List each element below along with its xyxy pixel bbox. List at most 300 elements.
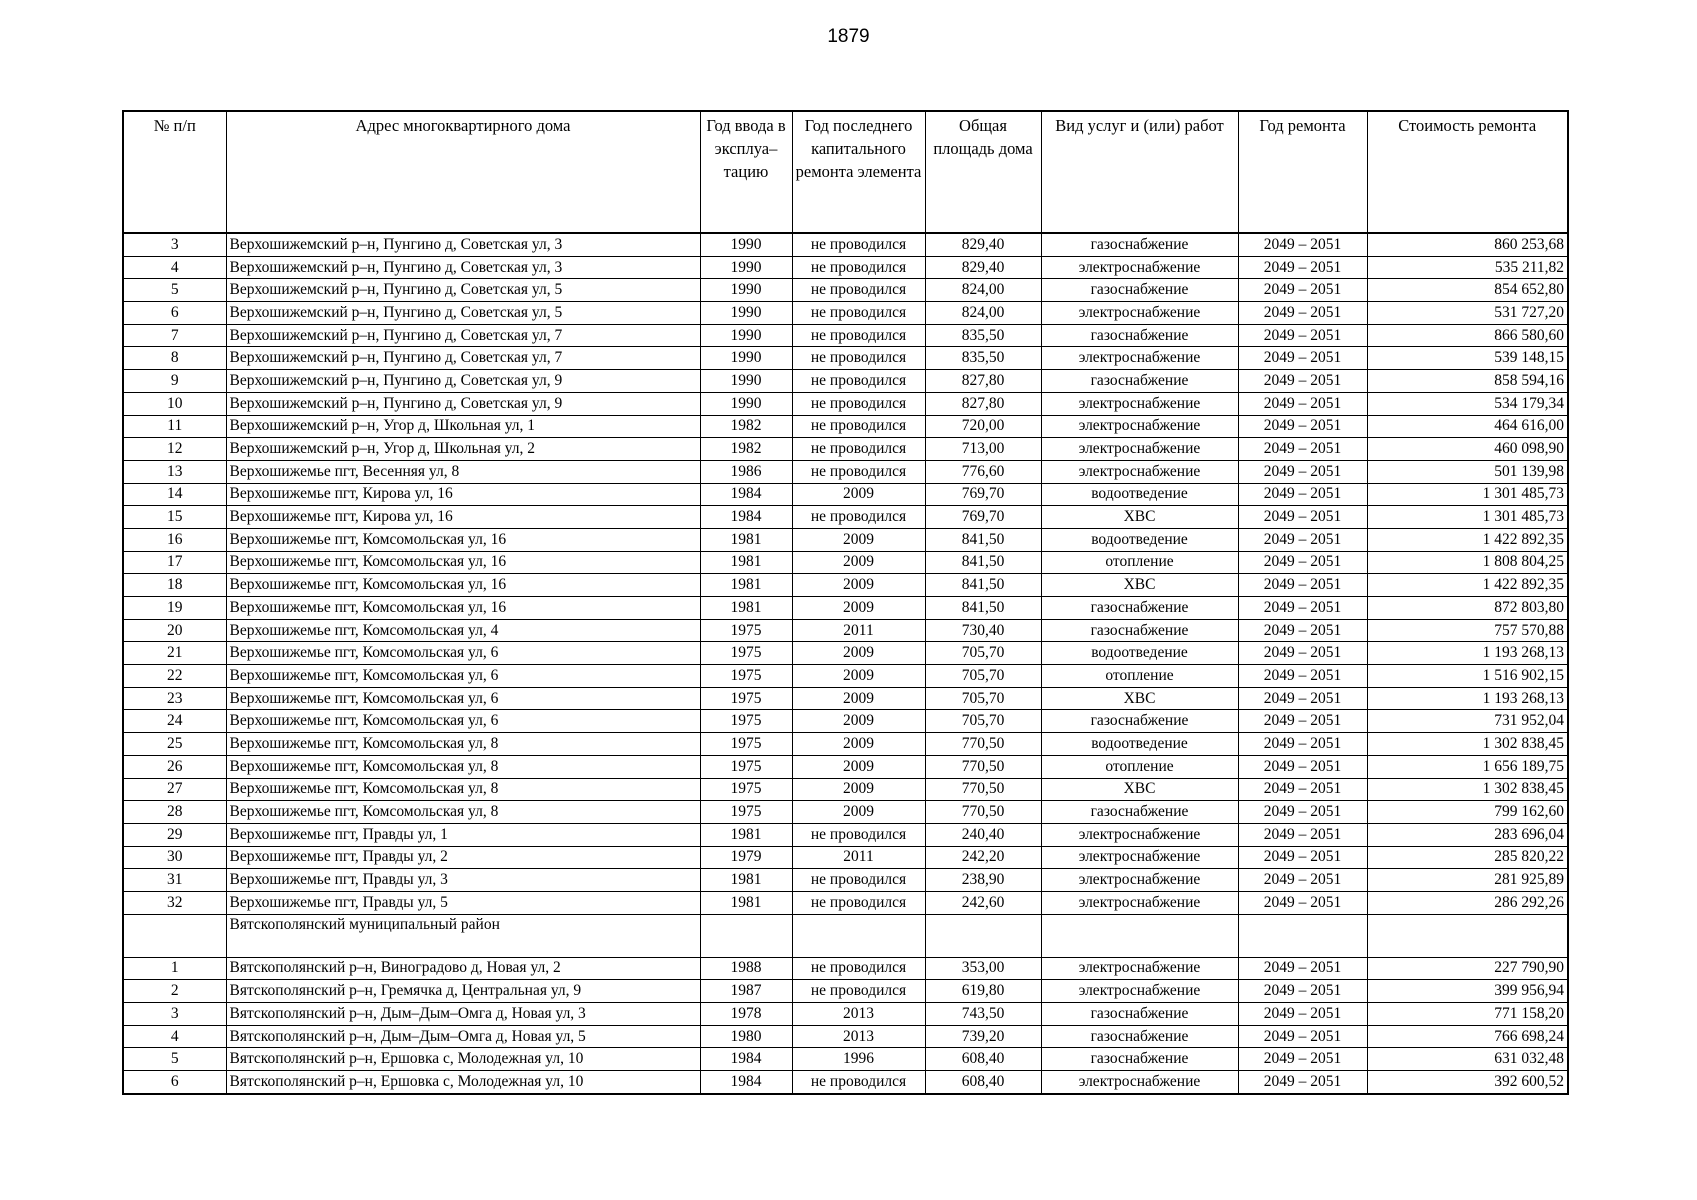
cell-last-repair-year: 2009 bbox=[792, 778, 925, 801]
cell-repair-year: 2049 – 2051 bbox=[1238, 1071, 1367, 1094]
cell-total-area: 730,40 bbox=[925, 619, 1041, 642]
cell-repair-cost: 285 820,22 bbox=[1367, 846, 1568, 869]
table-row bbox=[123, 324, 1568, 347]
cell-service-type: водоотведение bbox=[1041, 483, 1238, 506]
cell-commission-year: 1990 bbox=[700, 233, 792, 256]
cell-number: 6 bbox=[123, 1071, 226, 1094]
cell-repair-cost: 866 580,60 bbox=[1367, 324, 1568, 347]
cell-number: 1 bbox=[123, 957, 226, 980]
table-row bbox=[123, 1048, 1568, 1071]
cell-total-area: 238,90 bbox=[925, 869, 1041, 892]
cell-service-type bbox=[1041, 914, 1238, 957]
cell-repair-cost: 757 570,88 bbox=[1367, 619, 1568, 642]
table-row bbox=[123, 778, 1568, 801]
table-row bbox=[123, 801, 1568, 824]
cell-repair-cost: 286 292,26 bbox=[1367, 891, 1568, 914]
cell-service-type: электроснабжение bbox=[1041, 438, 1238, 461]
cell-address: Верхошижемский р–н, Пунгино д, Советская ул, 9 bbox=[226, 370, 700, 393]
table-row bbox=[123, 279, 1568, 302]
table-row bbox=[123, 551, 1568, 574]
cell-service-type: электроснабжение bbox=[1041, 302, 1238, 325]
header-repair-year: Год ремонта bbox=[1238, 111, 1367, 233]
cell-last-repair-year: не проводился bbox=[792, 506, 925, 529]
table-row bbox=[123, 438, 1568, 461]
cell-last-repair-year: 2009 bbox=[792, 574, 925, 597]
cell-last-repair-year: 2009 bbox=[792, 710, 925, 733]
cell-total-area: 705,70 bbox=[925, 710, 1041, 733]
cell-last-repair-year: не проводился bbox=[792, 392, 925, 415]
cell-total-area: 608,40 bbox=[925, 1048, 1041, 1071]
cell-repair-cost: 854 652,80 bbox=[1367, 279, 1568, 302]
cell-commission-year: 1984 bbox=[700, 1071, 792, 1094]
cell-total-area: 841,50 bbox=[925, 528, 1041, 551]
cell-address: Верхошижемский р–н, Угор д, Школьная ул, 2 bbox=[226, 438, 700, 461]
cell-number: 32 bbox=[123, 891, 226, 914]
cell-commission-year: 1987 bbox=[700, 980, 792, 1003]
table-row bbox=[123, 1025, 1568, 1048]
cell-service-type: газоснабжение bbox=[1041, 619, 1238, 642]
table-header bbox=[123, 111, 1568, 233]
cell-number: 13 bbox=[123, 460, 226, 483]
table-row bbox=[123, 687, 1568, 710]
cell-number: 26 bbox=[123, 755, 226, 778]
cell-repair-cost: 1 193 268,13 bbox=[1367, 687, 1568, 710]
cell-address: Верхошижемский р–н, Угор д, Школьная ул, 1 bbox=[226, 415, 700, 438]
cell-repair-year: 2049 – 2051 bbox=[1238, 233, 1367, 256]
table-row bbox=[123, 846, 1568, 869]
cell-repair-year: 2049 – 2051 bbox=[1238, 778, 1367, 801]
cell-repair-year: 2049 – 2051 bbox=[1238, 347, 1367, 370]
cell-address: Верхошижемский р–н, Пунгино д, Советская ул, 3 bbox=[226, 233, 700, 256]
cell-repair-year: 2049 – 2051 bbox=[1238, 415, 1367, 438]
cell-repair-cost: 1 808 804,25 bbox=[1367, 551, 1568, 574]
table-row bbox=[123, 370, 1568, 393]
cell-number: 3 bbox=[123, 233, 226, 256]
cell-last-repair-year: не проводился bbox=[792, 460, 925, 483]
table-row bbox=[123, 347, 1568, 370]
cell-total-area: 240,40 bbox=[925, 823, 1041, 846]
cell-total-area: 242,20 bbox=[925, 846, 1041, 869]
cell-total-area: 770,50 bbox=[925, 801, 1041, 824]
cell-number: 30 bbox=[123, 846, 226, 869]
cell-last-repair-year bbox=[792, 914, 925, 957]
cell-address: Верхошижемье пгт, Комсомольская ул, 16 bbox=[226, 528, 700, 551]
cell-number: 25 bbox=[123, 733, 226, 756]
header-row bbox=[123, 111, 1568, 233]
cell-repair-cost: 460 098,90 bbox=[1367, 438, 1568, 461]
table-row bbox=[123, 528, 1568, 551]
cell-commission-year: 1984 bbox=[700, 1048, 792, 1071]
table-row bbox=[123, 597, 1568, 620]
cell-number: 18 bbox=[123, 574, 226, 597]
cell-number: 4 bbox=[123, 256, 226, 279]
cell-number: 12 bbox=[123, 438, 226, 461]
table-row bbox=[123, 302, 1568, 325]
cell-last-repair-year: 2009 bbox=[792, 528, 925, 551]
cell-service-type: газоснабжение bbox=[1041, 710, 1238, 733]
cell-number: 9 bbox=[123, 370, 226, 393]
cell-repair-cost: 872 803,80 bbox=[1367, 597, 1568, 620]
cell-total-area: 827,80 bbox=[925, 392, 1041, 415]
cell-total-area: 824,00 bbox=[925, 279, 1041, 302]
cell-address: Верхошижемье пгт, Комсомольская ул, 6 bbox=[226, 665, 700, 688]
cell-service-type: электроснабжение bbox=[1041, 823, 1238, 846]
cell-service-type: электроснабжение bbox=[1041, 869, 1238, 892]
cell-last-repair-year: не проводился bbox=[792, 438, 925, 461]
cell-commission-year: 1981 bbox=[700, 574, 792, 597]
cell-address: Верхошижемье пгт, Комсомольская ул, 8 bbox=[226, 755, 700, 778]
cell-commission-year: 1984 bbox=[700, 483, 792, 506]
cell-number: 6 bbox=[123, 302, 226, 325]
cell-total-area: 705,70 bbox=[925, 687, 1041, 710]
cell-repair-cost bbox=[1367, 914, 1568, 957]
cell-repair-year: 2049 – 2051 bbox=[1238, 957, 1367, 980]
cell-number: 11 bbox=[123, 415, 226, 438]
cell-number: 8 bbox=[123, 347, 226, 370]
cell-repair-year bbox=[1238, 914, 1367, 957]
cell-commission-year: 1990 bbox=[700, 370, 792, 393]
cell-commission-year: 1981 bbox=[700, 551, 792, 574]
table-row bbox=[123, 980, 1568, 1003]
cell-address: Вятскополянский р–н, Ершовка с, Молодежная ул, 10 bbox=[226, 1048, 700, 1071]
cell-repair-year: 2049 – 2051 bbox=[1238, 980, 1367, 1003]
cell-repair-year: 2049 – 2051 bbox=[1238, 891, 1367, 914]
table-row bbox=[123, 256, 1568, 279]
header-total-area: Общая площадь дома bbox=[925, 111, 1041, 233]
cell-total-area: 769,70 bbox=[925, 506, 1041, 529]
cell-repair-year: 2049 – 2051 bbox=[1238, 370, 1367, 393]
cell-service-type: ХВС bbox=[1041, 574, 1238, 597]
cell-service-type: электроснабжение bbox=[1041, 460, 1238, 483]
cell-commission-year: 1986 bbox=[700, 460, 792, 483]
header-commission-year: Год ввода в эксплуа–тацию bbox=[700, 111, 792, 233]
cell-total-area: 835,50 bbox=[925, 324, 1041, 347]
cell-commission-year: 1981 bbox=[700, 823, 792, 846]
cell-last-repair-year: не проводился bbox=[792, 347, 925, 370]
cell-address: Верхошижемье пгт, Кирова ул, 16 bbox=[226, 483, 700, 506]
cell-commission-year: 1981 bbox=[700, 597, 792, 620]
cell-repair-year: 2049 – 2051 bbox=[1238, 710, 1367, 733]
cell-commission-year: 1990 bbox=[700, 302, 792, 325]
page-number: 1879 bbox=[827, 26, 870, 47]
cell-service-type: электроснабжение bbox=[1041, 846, 1238, 869]
cell-service-type: электроснабжение bbox=[1041, 415, 1238, 438]
table-row bbox=[123, 869, 1568, 892]
cell-service-type: электроснабжение bbox=[1041, 980, 1238, 1003]
cell-commission-year: 1978 bbox=[700, 1003, 792, 1026]
cell-last-repair-year: 1996 bbox=[792, 1048, 925, 1071]
repair-register-table bbox=[122, 110, 1569, 1095]
table-row bbox=[123, 619, 1568, 642]
cell-address: Верхошижемский р–н, Пунгино д, Советская ул, 3 bbox=[226, 256, 700, 279]
cell-last-repair-year: 2009 bbox=[792, 755, 925, 778]
cell-number: 31 bbox=[123, 869, 226, 892]
cell-repair-year: 2049 – 2051 bbox=[1238, 801, 1367, 824]
cell-service-type: ХВС bbox=[1041, 778, 1238, 801]
section-header-row bbox=[123, 914, 1568, 957]
cell-repair-year: 2049 – 2051 bbox=[1238, 279, 1367, 302]
cell-repair-year: 2049 – 2051 bbox=[1238, 755, 1367, 778]
cell-repair-cost: 731 952,04 bbox=[1367, 710, 1568, 733]
cell-service-type: водоотведение bbox=[1041, 528, 1238, 551]
cell-repair-year: 2049 – 2051 bbox=[1238, 846, 1367, 869]
cell-commission-year: 1975 bbox=[700, 687, 792, 710]
cell-address: Верхошижемский р–н, Пунгино д, Советская ул, 7 bbox=[226, 347, 700, 370]
cell-service-type: водоотведение bbox=[1041, 642, 1238, 665]
cell-service-type: отопление bbox=[1041, 755, 1238, 778]
cell-commission-year: 1975 bbox=[700, 710, 792, 733]
cell-last-repair-year: 2011 bbox=[792, 846, 925, 869]
cell-number: 14 bbox=[123, 483, 226, 506]
cell-commission-year: 1979 bbox=[700, 846, 792, 869]
cell-repair-cost: 283 696,04 bbox=[1367, 823, 1568, 846]
cell-total-area: 835,50 bbox=[925, 347, 1041, 370]
cell-repair-cost: 392 600,52 bbox=[1367, 1071, 1568, 1094]
cell-commission-year: 1990 bbox=[700, 392, 792, 415]
cell-total-area: 841,50 bbox=[925, 551, 1041, 574]
cell-last-repair-year: не проводился bbox=[792, 957, 925, 980]
cell-last-repair-year: не проводился bbox=[792, 256, 925, 279]
cell-commission-year: 1988 bbox=[700, 957, 792, 980]
cell-total-area: 770,50 bbox=[925, 778, 1041, 801]
table-row bbox=[123, 574, 1568, 597]
cell-repair-year: 2049 – 2051 bbox=[1238, 438, 1367, 461]
cell-repair-cost: 799 162,60 bbox=[1367, 801, 1568, 824]
cell-repair-cost: 1 422 892,35 bbox=[1367, 528, 1568, 551]
cell-repair-year: 2049 – 2051 bbox=[1238, 506, 1367, 529]
cell-commission-year: 1975 bbox=[700, 733, 792, 756]
cell-number: 22 bbox=[123, 665, 226, 688]
cell-number: 10 bbox=[123, 392, 226, 415]
cell-last-repair-year: 2013 bbox=[792, 1003, 925, 1026]
cell-total-area bbox=[925, 914, 1041, 957]
cell-total-area: 739,20 bbox=[925, 1025, 1041, 1048]
cell-repair-year: 2049 – 2051 bbox=[1238, 324, 1367, 347]
table-row bbox=[123, 460, 1568, 483]
cell-number: 19 bbox=[123, 597, 226, 620]
cell-number bbox=[123, 914, 226, 957]
cell-service-type: газоснабжение bbox=[1041, 801, 1238, 824]
cell-service-type: электроснабжение bbox=[1041, 347, 1238, 370]
cell-service-type: газоснабжение bbox=[1041, 233, 1238, 256]
cell-repair-cost: 860 253,68 bbox=[1367, 233, 1568, 256]
cell-total-area: 242,60 bbox=[925, 891, 1041, 914]
cell-number: 28 bbox=[123, 801, 226, 824]
cell-repair-cost: 399 956,94 bbox=[1367, 980, 1568, 1003]
table-row bbox=[123, 1071, 1568, 1094]
cell-repair-cost: 631 032,48 bbox=[1367, 1048, 1568, 1071]
cell-address: Верхошижемье пгт, Кирова ул, 16 bbox=[226, 506, 700, 529]
table-row bbox=[123, 415, 1568, 438]
cell-address: Верхошижемье пгт, Комсомольская ул, 8 bbox=[226, 733, 700, 756]
cell-service-type: электроснабжение bbox=[1041, 392, 1238, 415]
table-row bbox=[123, 733, 1568, 756]
cell-last-repair-year: не проводился bbox=[792, 415, 925, 438]
cell-last-repair-year: 2013 bbox=[792, 1025, 925, 1048]
table-row bbox=[123, 823, 1568, 846]
cell-last-repair-year: 2009 bbox=[792, 642, 925, 665]
cell-address: Верхошижемье пгт, Комсомольская ул, 16 bbox=[226, 551, 700, 574]
cell-total-area: 776,60 bbox=[925, 460, 1041, 483]
cell-repair-year: 2049 – 2051 bbox=[1238, 483, 1367, 506]
cell-repair-cost: 1 302 838,45 bbox=[1367, 733, 1568, 756]
table-row bbox=[123, 1003, 1568, 1026]
cell-commission-year bbox=[700, 914, 792, 957]
cell-repair-cost: 281 925,89 bbox=[1367, 869, 1568, 892]
cell-address: Верхошижемский р–н, Пунгино д, Советская ул, 7 bbox=[226, 324, 700, 347]
cell-repair-year: 2049 – 2051 bbox=[1238, 1025, 1367, 1048]
cell-repair-cost: 534 179,34 bbox=[1367, 392, 1568, 415]
cell-commission-year: 1975 bbox=[700, 755, 792, 778]
cell-repair-year: 2049 – 2051 bbox=[1238, 733, 1367, 756]
cell-commission-year: 1981 bbox=[700, 528, 792, 551]
cell-commission-year: 1975 bbox=[700, 801, 792, 824]
cell-last-repair-year: не проводился bbox=[792, 233, 925, 256]
cell-repair-year: 2049 – 2051 bbox=[1238, 1048, 1367, 1071]
cell-repair-cost: 1 656 189,75 bbox=[1367, 755, 1568, 778]
cell-address: Верхошижемье пгт, Комсомольская ул, 6 bbox=[226, 642, 700, 665]
cell-total-area: 827,80 bbox=[925, 370, 1041, 393]
cell-address: Верхошижемье пгт, Комсомольская ул, 16 bbox=[226, 597, 700, 620]
cell-repair-year: 2049 – 2051 bbox=[1238, 574, 1367, 597]
cell-service-type: электроснабжение bbox=[1041, 891, 1238, 914]
cell-address: Верхошижемье пгт, Правды ул, 5 bbox=[226, 891, 700, 914]
cell-commission-year: 1981 bbox=[700, 869, 792, 892]
cell-commission-year: 1981 bbox=[700, 891, 792, 914]
cell-last-repair-year: 2011 bbox=[792, 619, 925, 642]
cell-commission-year: 1975 bbox=[700, 778, 792, 801]
cell-last-repair-year: не проводился bbox=[792, 1071, 925, 1094]
table-row bbox=[123, 891, 1568, 914]
cell-commission-year: 1982 bbox=[700, 438, 792, 461]
cell-service-type: отопление bbox=[1041, 665, 1238, 688]
cell-total-area: 608,40 bbox=[925, 1071, 1041, 1094]
cell-number: 23 bbox=[123, 687, 226, 710]
cell-address: Верхошижемье пгт, Комсомольская ул, 8 bbox=[226, 801, 700, 824]
cell-last-repair-year: не проводился bbox=[792, 324, 925, 347]
cell-address: Верхошижемье пгт, Комсомольская ул, 6 bbox=[226, 710, 700, 733]
cell-total-area: 769,70 bbox=[925, 483, 1041, 506]
table-row bbox=[123, 665, 1568, 688]
cell-number: 5 bbox=[123, 1048, 226, 1071]
cell-address: Верхошижемье пгт, Комсомольская ул, 16 bbox=[226, 574, 700, 597]
table-row bbox=[123, 710, 1568, 733]
cell-last-repair-year: не проводился bbox=[792, 370, 925, 393]
table-row bbox=[123, 642, 1568, 665]
table-row bbox=[123, 233, 1568, 256]
cell-service-type: электроснабжение bbox=[1041, 256, 1238, 279]
cell-address: Верхошижемье пгт, Правды ул, 1 bbox=[226, 823, 700, 846]
cell-last-repair-year: 2009 bbox=[792, 733, 925, 756]
table-row bbox=[123, 957, 1568, 980]
cell-number: 20 bbox=[123, 619, 226, 642]
cell-service-type: ХВС bbox=[1041, 687, 1238, 710]
cell-last-repair-year: не проводился bbox=[792, 869, 925, 892]
cell-repair-year: 2049 – 2051 bbox=[1238, 619, 1367, 642]
cell-number: 7 bbox=[123, 324, 226, 347]
cell-last-repair-year: 2009 bbox=[792, 483, 925, 506]
cell-number: 3 bbox=[123, 1003, 226, 1026]
cell-service-type: электроснабжение bbox=[1041, 1071, 1238, 1094]
cell-address: Вятскополянский р–н, Дым–Дым–Омга д, Новая ул, 5 bbox=[226, 1025, 700, 1048]
table-row bbox=[123, 755, 1568, 778]
cell-repair-cost: 1 193 268,13 bbox=[1367, 642, 1568, 665]
cell-service-type: газоснабжение bbox=[1041, 279, 1238, 302]
cell-repair-year: 2049 – 2051 bbox=[1238, 665, 1367, 688]
cell-repair-year: 2049 – 2051 bbox=[1238, 392, 1367, 415]
cell-number: 16 bbox=[123, 528, 226, 551]
section-title: Вятскополянский муниципальный район bbox=[226, 914, 700, 957]
cell-repair-cost: 1 301 485,73 bbox=[1367, 483, 1568, 506]
cell-last-repair-year: 2009 bbox=[792, 665, 925, 688]
cell-total-area: 824,00 bbox=[925, 302, 1041, 325]
cell-number: 21 bbox=[123, 642, 226, 665]
cell-last-repair-year: 2009 bbox=[792, 801, 925, 824]
cell-service-type: отопление bbox=[1041, 551, 1238, 574]
cell-commission-year: 1990 bbox=[700, 279, 792, 302]
cell-repair-year: 2049 – 2051 bbox=[1238, 642, 1367, 665]
cell-total-area: 770,50 bbox=[925, 733, 1041, 756]
cell-last-repair-year: 2009 bbox=[792, 687, 925, 710]
cell-repair-year: 2049 – 2051 bbox=[1238, 551, 1367, 574]
cell-repair-year: 2049 – 2051 bbox=[1238, 687, 1367, 710]
cell-service-type: ХВС bbox=[1041, 506, 1238, 529]
cell-service-type: газоснабжение bbox=[1041, 1048, 1238, 1071]
cell-repair-cost: 535 211,82 bbox=[1367, 256, 1568, 279]
cell-repair-cost: 771 158,20 bbox=[1367, 1003, 1568, 1026]
cell-repair-year: 2049 – 2051 bbox=[1238, 460, 1367, 483]
table-row bbox=[123, 392, 1568, 415]
cell-address: Верхошижемье пгт, Комсомольская ул, 6 bbox=[226, 687, 700, 710]
cell-total-area: 841,50 bbox=[925, 597, 1041, 620]
cell-last-repair-year: 2009 bbox=[792, 551, 925, 574]
header-repair-cost: Стоимость ремонта bbox=[1367, 111, 1568, 233]
cell-repair-cost: 1 302 838,45 bbox=[1367, 778, 1568, 801]
cell-total-area: 829,40 bbox=[925, 256, 1041, 279]
header-address: Адрес многоквартирного дома bbox=[226, 111, 700, 233]
cell-service-type: электроснабжение bbox=[1041, 957, 1238, 980]
cell-commission-year: 1980 bbox=[700, 1025, 792, 1048]
cell-repair-year: 2049 – 2051 bbox=[1238, 1003, 1367, 1026]
cell-commission-year: 1990 bbox=[700, 347, 792, 370]
cell-repair-year: 2049 – 2051 bbox=[1238, 597, 1367, 620]
cell-repair-cost: 1 422 892,35 bbox=[1367, 574, 1568, 597]
cell-address: Верхошижемье пгт, Правды ул, 3 bbox=[226, 869, 700, 892]
cell-repair-cost: 539 148,15 bbox=[1367, 347, 1568, 370]
cell-total-area: 353,00 bbox=[925, 957, 1041, 980]
cell-number: 5 bbox=[123, 279, 226, 302]
table-row bbox=[123, 483, 1568, 506]
cell-total-area: 705,70 bbox=[925, 642, 1041, 665]
cell-last-repair-year: 2009 bbox=[792, 597, 925, 620]
table-body bbox=[123, 233, 1568, 1094]
cell-number: 4 bbox=[123, 1025, 226, 1048]
cell-address: Вятскополянский р–н, Виноградово д, Новая ул, 2 bbox=[226, 957, 700, 980]
cell-number: 2 bbox=[123, 980, 226, 1003]
cell-service-type: газоснабжение bbox=[1041, 1003, 1238, 1026]
cell-total-area: 770,50 bbox=[925, 755, 1041, 778]
cell-address: Вятскополянский р–н, Дым–Дым–Омга д, Новая ул, 3 bbox=[226, 1003, 700, 1026]
cell-repair-year: 2049 – 2051 bbox=[1238, 823, 1367, 846]
cell-commission-year: 1975 bbox=[700, 619, 792, 642]
cell-total-area: 705,70 bbox=[925, 665, 1041, 688]
cell-last-repair-year: не проводился bbox=[792, 279, 925, 302]
cell-commission-year: 1982 bbox=[700, 415, 792, 438]
cell-repair-cost: 766 698,24 bbox=[1367, 1025, 1568, 1048]
cell-commission-year: 1975 bbox=[700, 642, 792, 665]
cell-total-area: 720,00 bbox=[925, 415, 1041, 438]
cell-number: 29 bbox=[123, 823, 226, 846]
